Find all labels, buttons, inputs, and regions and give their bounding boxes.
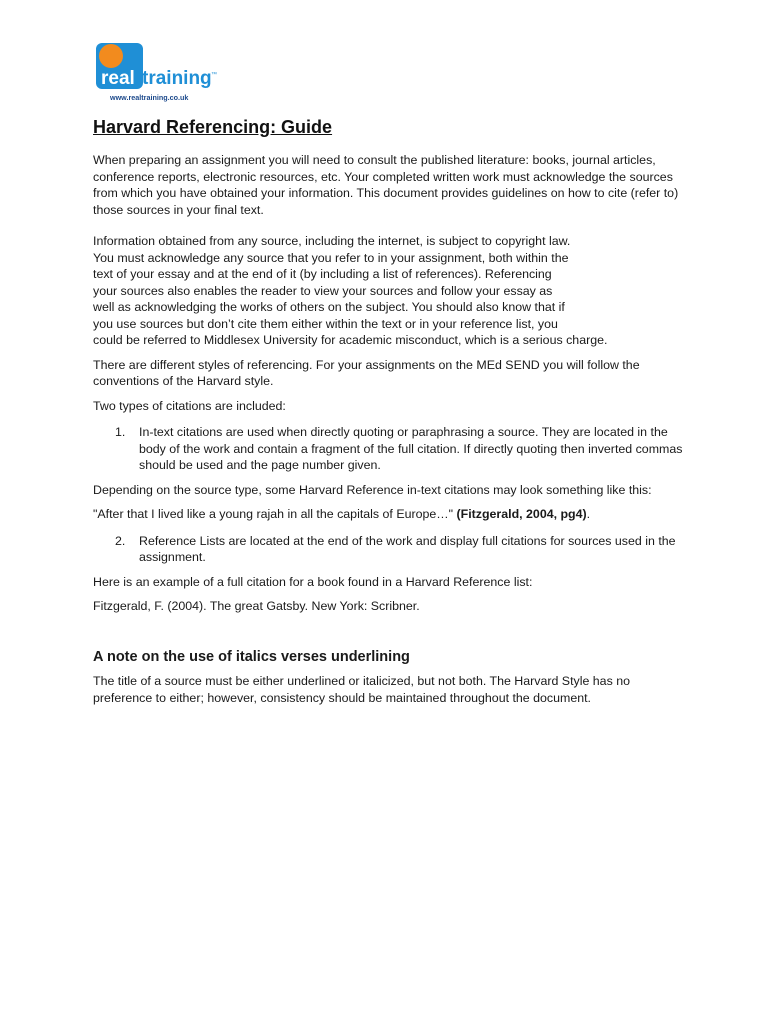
quote-end: .	[586, 507, 591, 521]
logo-trademark: ™	[211, 72, 217, 78]
logo-orange-circle	[99, 44, 123, 68]
citation-types-paragraph: Two types of citations are included:	[93, 398, 286, 413]
list-item-text: Reference Lists are located at the end of the work and display full citations for sources used in the assignment.	[139, 533, 676, 564]
list-item-reference-lists	[93, 533, 683, 566]
full-citation-example: Fitzgerald, F. (2004). The great Gatsby. New York: Scribner.	[93, 599, 420, 613]
copyright-line: text of your essay and at the end of it (by including a list of references). Referencing	[93, 267, 552, 281]
section-heading-italics: A note on the use of italics verses underlining	[93, 648, 410, 665]
logo-brand-real: real	[101, 68, 135, 89]
copyright-line: you use sources but don’t cite them either within the text or in your reference list, you	[93, 316, 558, 331]
quote-text: "After that I lived like a young rajah in all the capitals of Europe…"	[93, 507, 457, 521]
copyright-line: You must acknowledge any source that you refer to in your assignment, both within the	[93, 250, 569, 265]
copyright-line: could be referred to Middlesex University for academic misconduct, which is a serious charge.	[93, 333, 608, 347]
italics-paragraph: The title of a source must be either underlined or italicized, but not both. The Harvard Style has no preference to either; however, consistency should be maintained throughout the document.	[93, 674, 630, 705]
copyright-paragraph	[93, 233, 683, 349]
example-quote	[93, 506, 683, 523]
full-citation-intro: Here is an example of a full citation for a book found in a Harvard Reference list:	[93, 574, 533, 589]
list-item-in-text-citations	[93, 424, 683, 474]
source-type-paragraph: Depending on the source type, some Harvard Reference in-text citations may look something like this:	[93, 482, 652, 497]
list-number: 1.	[115, 425, 126, 439]
logo-brand-training: training	[142, 68, 212, 89]
copyright-line: Information obtained from any source, including the internet, is subject to copyright law.	[93, 234, 571, 248]
copyright-line: well as acknowledging the works of others on the subject. You should also know that if	[93, 300, 565, 314]
quote-citation: (Fitzgerald, 2004, pg4)	[456, 507, 587, 521]
copyright-line: your sources also enables the reader to view your sources and follow your essay as	[93, 283, 553, 298]
page-title: Harvard Referencing: Guide	[93, 117, 333, 137]
styles-paragraph: There are different styles of referencing. For your assignments on the MEd SEND you will follow the conventions of the Harvard style.	[93, 357, 640, 388]
document-body	[93, 152, 683, 706]
realtraining-logo	[94, 42, 224, 104]
logo-url: www.realtraining.co.uk	[110, 93, 189, 102]
list-number: 2.	[115, 533, 126, 548]
intro-paragraph: When preparing an assignment you will need to consult the published literature: books, journal articles, conference reports, electronic resources, etc. Your completed written work must acknowledge the sources from which you have obtained your information. This document provides guidelines on how to cite (refer to) those sources in your final text.	[93, 153, 679, 217]
list-item-text: In-text citations are used when directly quoting or paraphrasing a source. They are located in the body of the work and contain a fragment of the full citation. If directly quoting then inverted commas should be used and the page number given.	[139, 425, 683, 472]
